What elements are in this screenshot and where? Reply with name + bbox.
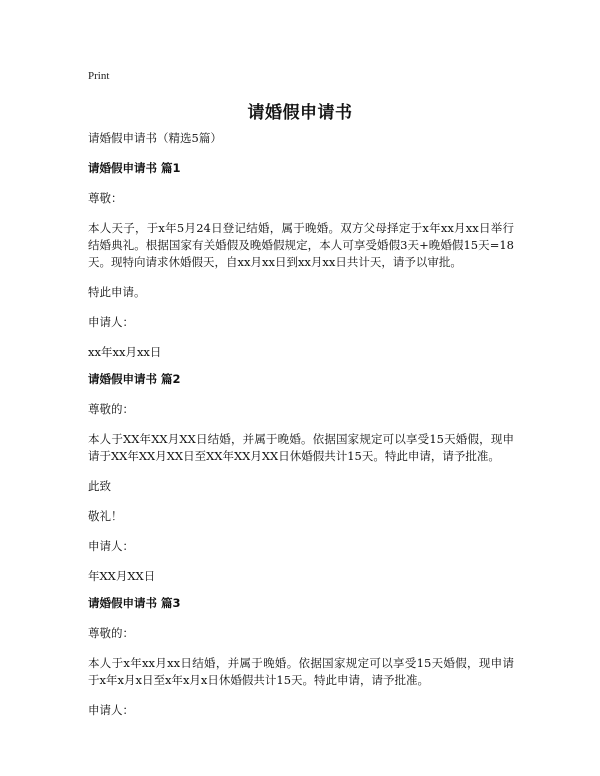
body-paragraph: 本人于x年xx月xx日结婚，并属于晚婚。依据国家规定可以享受15天婚假，现申请于x年x月x日至x年x月x日休婚假共计15天。特此申请，请予批准。 (88, 656, 514, 687)
applicant-label: 申请人： (88, 703, 134, 717)
date-line: xx年xx月xx日 (88, 345, 162, 359)
salutation: 尊敬的： (88, 626, 134, 640)
closing-line: 敬礼！ (88, 509, 123, 523)
closing-line: 此致 (88, 479, 111, 493)
section-heading: 请婚假申请书 篇3 (88, 596, 181, 610)
section-heading: 请婚假申请书 篇2 (88, 372, 181, 386)
date-line: 年XX月XX日 (88, 569, 156, 583)
closing-line: 特此申请。 (88, 285, 146, 299)
salutation: 尊敬的： (88, 402, 134, 416)
section-1 (88, 160, 514, 361)
section-3 (88, 595, 514, 719)
body-paragraph: 本人于XX年XX月XX日结婚，并属于晚婚。依据国家规定可以享受15天婚假，现申请于XX年XX月XX日至XX年XX月XX日休婚假共计15天。特此申请，请予批准。 (88, 432, 514, 463)
body-paragraph: 本人天子，于x年5月24日登记结婚，属于晚婚。双方父母择定于x年xx月xx日举行结婚典礼。根据国家有关婚假及晚婚假规定，本人可享受婚假3天+晚婚假15天=18天。现特向请求休婚假天，自xx月xx日到xx月xx日共计天，请予以审批。 (88, 221, 514, 269)
applicant-label: 申请人： (88, 539, 134, 553)
section-heading: 请婚假申请书 篇1 (88, 161, 181, 175)
document-body (88, 130, 514, 732)
page-title: 请婚假申请书 (247, 103, 353, 123)
section-2 (88, 371, 514, 585)
document-subtitle: 请婚假申请书（精选5篇） (88, 131, 222, 145)
print-label: Print (88, 70, 110, 82)
applicant-label: 申请人： (88, 315, 134, 329)
salutation: 尊敬： (88, 191, 123, 205)
